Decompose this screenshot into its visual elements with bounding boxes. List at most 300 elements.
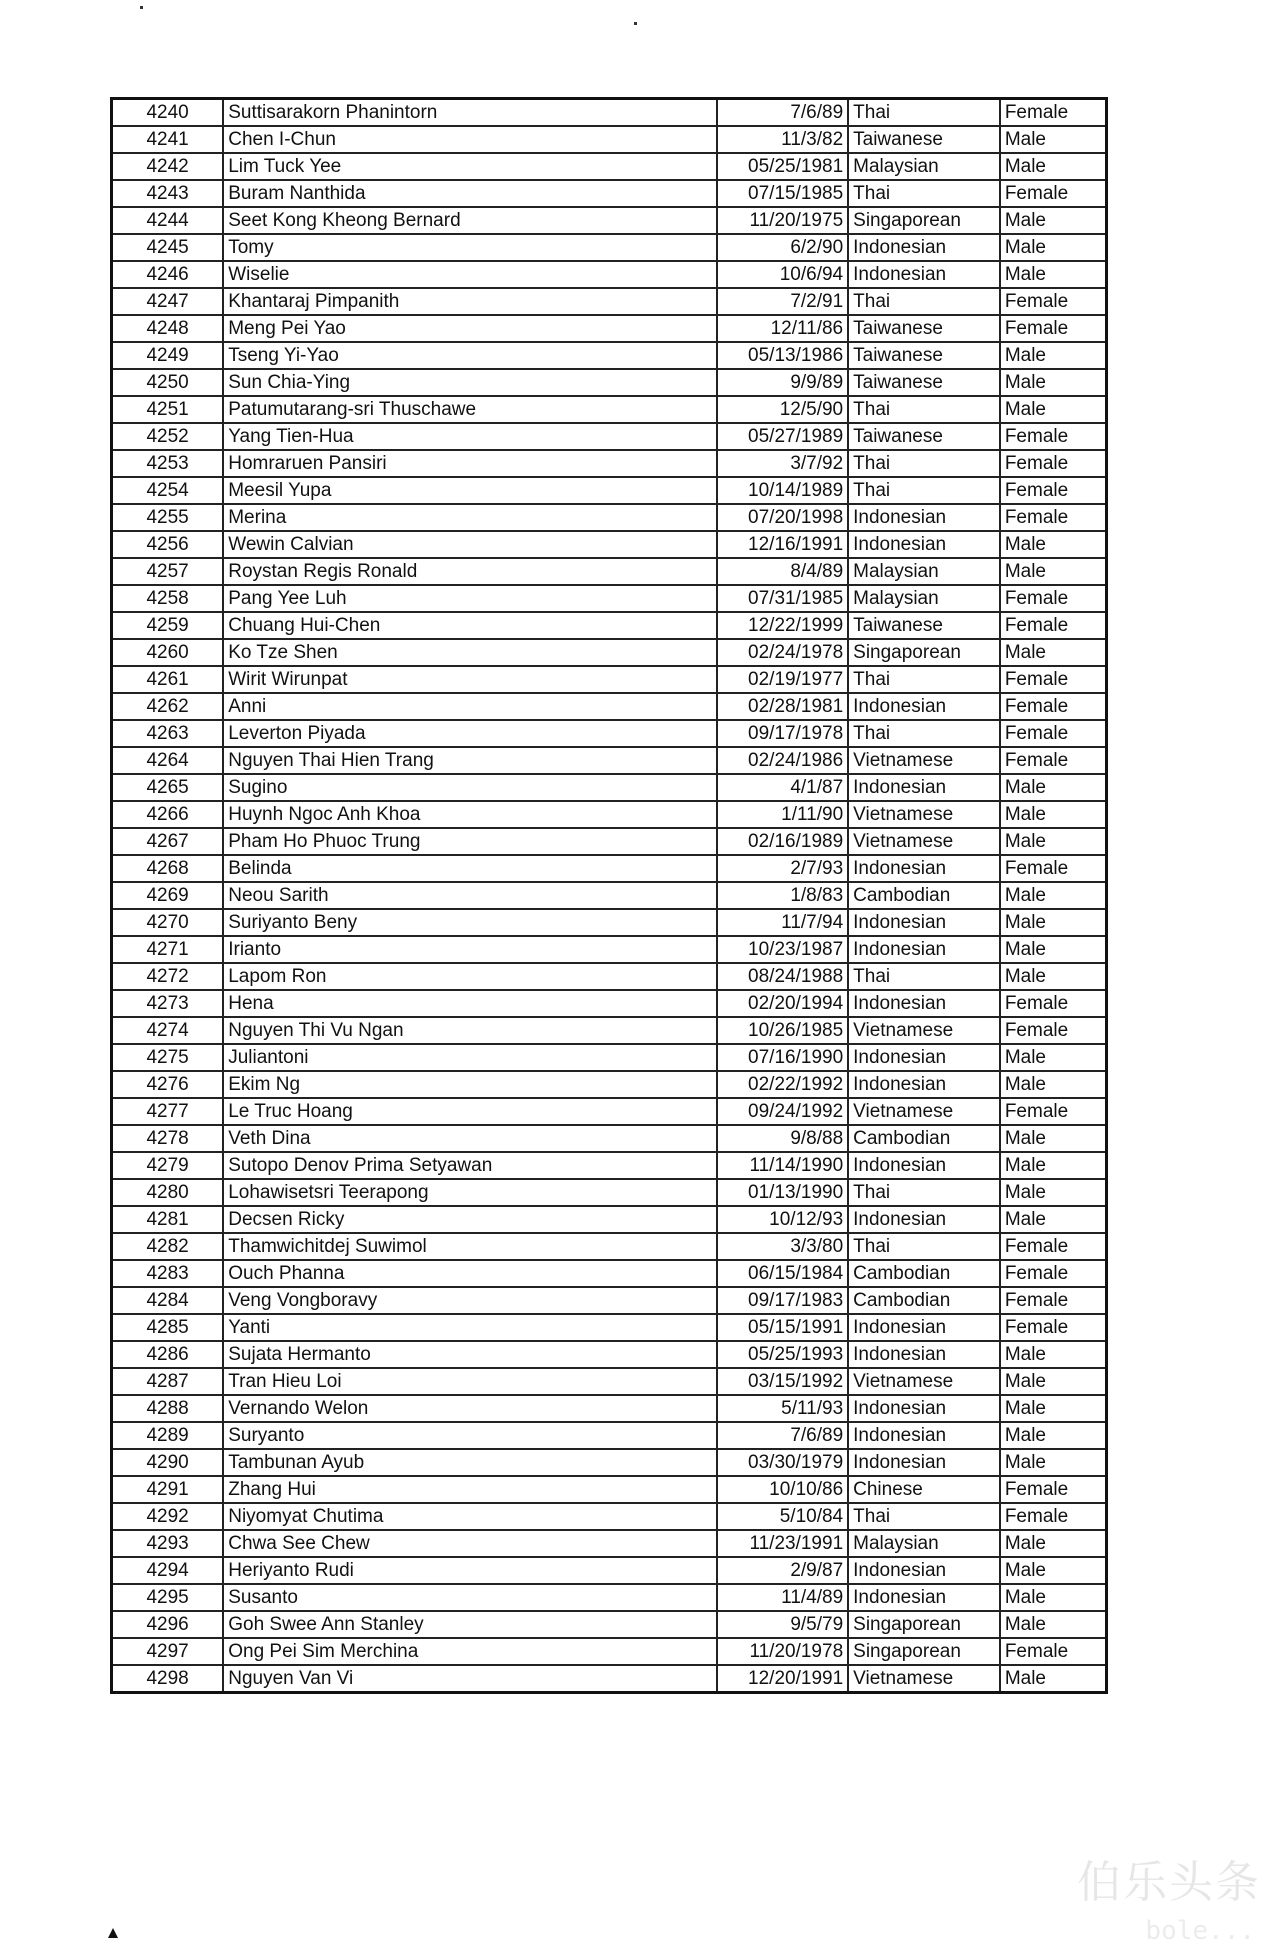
table-row: [112, 342, 1107, 369]
gender-cell: Male: [1000, 1206, 1107, 1233]
name-cell: Lim Tuck Yee: [223, 153, 716, 180]
name-cell: Heriyanto Rudi: [223, 1557, 716, 1584]
name-cell: Chwa See Chew: [223, 1530, 716, 1557]
id-cell: 4258: [112, 585, 224, 612]
gender-cell: Male: [1000, 909, 1107, 936]
birthdate-cell: 12/22/1999: [717, 612, 848, 639]
nationality-cell: Indonesian: [848, 1152, 1000, 1179]
birthdate-cell: 07/16/1990: [717, 1044, 848, 1071]
table-row: [112, 126, 1107, 153]
nationality-cell: Vietnamese: [848, 1368, 1000, 1395]
birthdate-cell: 09/17/1983: [717, 1287, 848, 1314]
table-row: [112, 1152, 1107, 1179]
gender-cell: Female: [1000, 315, 1107, 342]
id-cell: 4250: [112, 369, 224, 396]
gender-cell: Male: [1000, 936, 1107, 963]
gender-cell: Male: [1000, 1449, 1107, 1476]
gender-cell: Male: [1000, 396, 1107, 423]
table-row: [112, 585, 1107, 612]
name-cell: Le Truc Hoang: [223, 1098, 716, 1125]
gender-cell: Male: [1000, 1341, 1107, 1368]
gender-cell: Female: [1000, 1503, 1107, 1530]
table-row: [112, 747, 1107, 774]
nationality-cell: Taiwanese: [848, 423, 1000, 450]
nationality-cell: Singaporean: [848, 639, 1000, 666]
name-cell: Yanti: [223, 1314, 716, 1341]
name-cell: Nguyen Thi Vu Ngan: [223, 1017, 716, 1044]
id-cell: 4282: [112, 1233, 224, 1260]
name-cell: Meesil Yupa: [223, 477, 716, 504]
nationality-cell: Indonesian: [848, 1341, 1000, 1368]
gender-cell: Female: [1000, 1476, 1107, 1503]
table-row: [112, 666, 1107, 693]
nationality-cell: Singaporean: [848, 1611, 1000, 1638]
birthdate-cell: 9/8/88: [717, 1125, 848, 1152]
id-cell: 4268: [112, 855, 224, 882]
name-cell: Susanto: [223, 1584, 716, 1611]
name-cell: Veth Dina: [223, 1125, 716, 1152]
nationality-cell: Indonesian: [848, 1449, 1000, 1476]
name-cell: Patumutarang-sri Thuschawe: [223, 396, 716, 423]
table-row: [112, 207, 1107, 234]
table-row: [112, 180, 1107, 207]
nationality-cell: Thai: [848, 477, 1000, 504]
gender-cell: Female: [1000, 99, 1107, 127]
nationality-cell: Malaysian: [848, 585, 1000, 612]
nationality-cell: Malaysian: [848, 153, 1000, 180]
table-row: [112, 1071, 1107, 1098]
nationality-cell: Vietnamese: [848, 828, 1000, 855]
watermark-subtext: bole...: [1145, 1916, 1255, 1946]
id-cell: 4276: [112, 1071, 224, 1098]
birthdate-cell: 02/24/1978: [717, 639, 848, 666]
nationality-cell: Thai: [848, 1179, 1000, 1206]
birthdate-cell: 9/5/79: [717, 1611, 848, 1638]
table-row: [112, 1584, 1107, 1611]
id-cell: 4279: [112, 1152, 224, 1179]
gender-cell: Male: [1000, 1611, 1107, 1638]
table-row: [112, 1557, 1107, 1584]
nationality-cell: Vietnamese: [848, 1665, 1000, 1693]
gender-cell: Male: [1000, 207, 1107, 234]
birthdate-cell: 05/13/1986: [717, 342, 848, 369]
gender-cell: Female: [1000, 585, 1107, 612]
name-cell: Khantaraj Pimpanith: [223, 288, 716, 315]
gender-cell: Male: [1000, 1044, 1107, 1071]
id-cell: 4260: [112, 639, 224, 666]
nationality-cell: Vietnamese: [848, 747, 1000, 774]
id-cell: 4288: [112, 1395, 224, 1422]
id-cell: 4278: [112, 1125, 224, 1152]
gender-cell: Male: [1000, 1152, 1107, 1179]
birthdate-cell: 07/31/1985: [717, 585, 848, 612]
birthdate-cell: 7/2/91: [717, 288, 848, 315]
birthdate-cell: 10/10/86: [717, 1476, 848, 1503]
name-cell: Tambunan Ayub: [223, 1449, 716, 1476]
roster-table-body: [112, 99, 1107, 1693]
birthdate-cell: 06/15/1984: [717, 1260, 848, 1287]
nationality-cell: Indonesian: [848, 1395, 1000, 1422]
nationality-cell: Cambodian: [848, 1125, 1000, 1152]
nationality-cell: Indonesian: [848, 936, 1000, 963]
birthdate-cell: 07/15/1985: [717, 180, 848, 207]
id-cell: 4285: [112, 1314, 224, 1341]
birthdate-cell: 10/6/94: [717, 261, 848, 288]
name-cell: Belinda: [223, 855, 716, 882]
birthdate-cell: 11/20/1975: [717, 207, 848, 234]
name-cell: Zhang Hui: [223, 1476, 716, 1503]
table-row: [112, 774, 1107, 801]
birthdate-cell: 4/1/87: [717, 774, 848, 801]
gender-cell: Female: [1000, 612, 1107, 639]
birthdate-cell: 12/11/86: [717, 315, 848, 342]
table-row: [112, 261, 1107, 288]
birthdate-cell: 5/10/84: [717, 1503, 848, 1530]
name-cell: Merina: [223, 504, 716, 531]
name-cell: Ekim Ng: [223, 1071, 716, 1098]
birthdate-cell: 03/30/1979: [717, 1449, 848, 1476]
nationality-cell: Indonesian: [848, 1557, 1000, 1584]
id-cell: 4266: [112, 801, 224, 828]
birthdate-cell: 9/9/89: [717, 369, 848, 396]
gender-cell: Male: [1000, 1530, 1107, 1557]
name-cell: Chen I-Chun: [223, 126, 716, 153]
gender-cell: Male: [1000, 882, 1107, 909]
birthdate-cell: 1/11/90: [717, 801, 848, 828]
table-row: [112, 1395, 1107, 1422]
name-cell: Sujata Hermanto: [223, 1341, 716, 1368]
name-cell: Pham Ho Phuoc Trung: [223, 828, 716, 855]
name-cell: Sugino: [223, 774, 716, 801]
name-cell: Neou Sarith: [223, 882, 716, 909]
id-cell: 4252: [112, 423, 224, 450]
gender-cell: Female: [1000, 423, 1107, 450]
id-cell: 4273: [112, 990, 224, 1017]
id-cell: 4261: [112, 666, 224, 693]
id-cell: 4244: [112, 207, 224, 234]
roster-table: [110, 97, 1108, 1694]
name-cell: Suriyanto Beny: [223, 909, 716, 936]
id-cell: 4298: [112, 1665, 224, 1693]
nationality-cell: Indonesian: [848, 1044, 1000, 1071]
table-row: [112, 558, 1107, 585]
gender-cell: Female: [1000, 990, 1107, 1017]
nationality-cell: Indonesian: [848, 693, 1000, 720]
birthdate-cell: 05/15/1991: [717, 1314, 848, 1341]
birthdate-cell: 10/14/1989: [717, 477, 848, 504]
birthdate-cell: 10/26/1985: [717, 1017, 848, 1044]
gender-cell: Female: [1000, 666, 1107, 693]
nationality-cell: Cambodian: [848, 1287, 1000, 1314]
table-row: [112, 288, 1107, 315]
gender-cell: Male: [1000, 558, 1107, 585]
nationality-cell: Cambodian: [848, 882, 1000, 909]
gender-cell: Female: [1000, 855, 1107, 882]
name-cell: Lapom Ron: [223, 963, 716, 990]
nationality-cell: Taiwanese: [848, 342, 1000, 369]
name-cell: Anni: [223, 693, 716, 720]
name-cell: Nguyen Thai Hien Trang: [223, 747, 716, 774]
nationality-cell: Vietnamese: [848, 1098, 1000, 1125]
id-cell: 4269: [112, 882, 224, 909]
nationality-cell: Singaporean: [848, 207, 1000, 234]
id-cell: 4289: [112, 1422, 224, 1449]
id-cell: 4264: [112, 747, 224, 774]
nationality-cell: Thai: [848, 1503, 1000, 1530]
id-cell: 4270: [112, 909, 224, 936]
name-cell: Wirit Wirunpat: [223, 666, 716, 693]
gender-cell: Male: [1000, 369, 1107, 396]
table-row: [112, 639, 1107, 666]
gender-cell: Female: [1000, 1233, 1107, 1260]
table-row: [112, 531, 1107, 558]
birthdate-cell: 8/4/89: [717, 558, 848, 585]
gender-cell: Female: [1000, 1314, 1107, 1341]
birthdate-cell: 05/25/1981: [717, 153, 848, 180]
birthdate-cell: 07/20/1998: [717, 504, 848, 531]
nationality-cell: Malaysian: [848, 1530, 1000, 1557]
name-cell: Suttisarakorn Phanintorn: [223, 99, 716, 127]
name-cell: Buram Nanthida: [223, 180, 716, 207]
gender-cell: Female: [1000, 1260, 1107, 1287]
birthdate-cell: 09/24/1992: [717, 1098, 848, 1125]
nationality-cell: Thai: [848, 666, 1000, 693]
gender-cell: Male: [1000, 153, 1107, 180]
id-cell: 4272: [112, 963, 224, 990]
birthdate-cell: 05/25/1993: [717, 1341, 848, 1368]
table-row: [112, 936, 1107, 963]
nationality-cell: Indonesian: [848, 774, 1000, 801]
name-cell: Pang Yee Luh: [223, 585, 716, 612]
nationality-cell: Indonesian: [848, 1206, 1000, 1233]
gender-cell: Male: [1000, 1368, 1107, 1395]
id-cell: 4249: [112, 342, 224, 369]
table-row: [112, 882, 1107, 909]
name-cell: Meng Pei Yao: [223, 315, 716, 342]
table-row: [112, 612, 1107, 639]
birthdate-cell: 2/9/87: [717, 1557, 848, 1584]
name-cell: Huynh Ngoc Anh Khoa: [223, 801, 716, 828]
id-cell: 4267: [112, 828, 224, 855]
scan-mark: [108, 1928, 118, 1938]
gender-cell: Female: [1000, 477, 1107, 504]
gender-cell: Male: [1000, 1125, 1107, 1152]
id-cell: 4259: [112, 612, 224, 639]
table-row: [112, 1611, 1107, 1638]
nationality-cell: Taiwanese: [848, 369, 1000, 396]
birthdate-cell: 7/6/89: [717, 1422, 848, 1449]
id-cell: 4295: [112, 1584, 224, 1611]
gender-cell: Male: [1000, 126, 1107, 153]
id-cell: 4242: [112, 153, 224, 180]
table-row: [112, 477, 1107, 504]
name-cell: Niyomyat Chutima: [223, 1503, 716, 1530]
birthdate-cell: 02/19/1977: [717, 666, 848, 693]
gender-cell: Male: [1000, 1557, 1107, 1584]
table-row: [112, 693, 1107, 720]
table-row: [112, 1368, 1107, 1395]
gender-cell: Female: [1000, 504, 1107, 531]
table-row: [112, 234, 1107, 261]
id-cell: 4248: [112, 315, 224, 342]
id-cell: 4265: [112, 774, 224, 801]
gender-cell: Male: [1000, 531, 1107, 558]
table-row: [112, 1341, 1107, 1368]
id-cell: 4263: [112, 720, 224, 747]
name-cell: Ong Pei Sim Merchina: [223, 1638, 716, 1665]
gender-cell: Male: [1000, 1179, 1107, 1206]
id-cell: 4274: [112, 1017, 224, 1044]
id-cell: 4262: [112, 693, 224, 720]
name-cell: Homraruen Pansiri: [223, 450, 716, 477]
nationality-cell: Thai: [848, 1233, 1000, 1260]
gender-cell: Male: [1000, 261, 1107, 288]
id-cell: 4296: [112, 1611, 224, 1638]
nationality-cell: Malaysian: [848, 558, 1000, 585]
nationality-cell: Vietnamese: [848, 801, 1000, 828]
table-row: [112, 990, 1107, 1017]
nationality-cell: Chinese: [848, 1476, 1000, 1503]
gender-cell: Male: [1000, 801, 1107, 828]
name-cell: Tomy: [223, 234, 716, 261]
scan-speck: [140, 6, 143, 9]
birthdate-cell: 08/24/1988: [717, 963, 848, 990]
nationality-cell: Indonesian: [848, 1584, 1000, 1611]
id-cell: 4257: [112, 558, 224, 585]
table-row: [112, 315, 1107, 342]
gender-cell: Male: [1000, 1395, 1107, 1422]
gender-cell: Male: [1000, 639, 1107, 666]
table-row: [112, 1233, 1107, 1260]
table-row: [112, 801, 1107, 828]
birthdate-cell: 2/7/93: [717, 855, 848, 882]
id-cell: 4253: [112, 450, 224, 477]
id-cell: 4284: [112, 1287, 224, 1314]
table-row: [112, 855, 1107, 882]
table-row: [112, 1530, 1107, 1557]
nationality-cell: Taiwanese: [848, 126, 1000, 153]
name-cell: Decsen Ricky: [223, 1206, 716, 1233]
id-cell: 4275: [112, 1044, 224, 1071]
id-cell: 4293: [112, 1530, 224, 1557]
gender-cell: Male: [1000, 1665, 1107, 1693]
birthdate-cell: 02/16/1989: [717, 828, 848, 855]
nationality-cell: Thai: [848, 180, 1000, 207]
id-cell: 4292: [112, 1503, 224, 1530]
gender-cell: Male: [1000, 234, 1107, 261]
name-cell: Hena: [223, 990, 716, 1017]
nationality-cell: Indonesian: [848, 855, 1000, 882]
name-cell: Seet Kong Kheong Bernard: [223, 207, 716, 234]
birthdate-cell: 02/24/1986: [717, 747, 848, 774]
nationality-cell: Indonesian: [848, 504, 1000, 531]
table-row: [112, 1638, 1107, 1665]
name-cell: Yang Tien-Hua: [223, 423, 716, 450]
table-row: [112, 153, 1107, 180]
table-row: [112, 1017, 1107, 1044]
birthdate-cell: 10/12/93: [717, 1206, 848, 1233]
id-cell: 4271: [112, 936, 224, 963]
id-cell: 4240: [112, 99, 224, 127]
nationality-cell: Indonesian: [848, 909, 1000, 936]
table-row: [112, 1098, 1107, 1125]
birthdate-cell: 02/22/1992: [717, 1071, 848, 1098]
birthdate-cell: 7/6/89: [717, 99, 848, 127]
table-row: [112, 1179, 1107, 1206]
nationality-cell: Thai: [848, 963, 1000, 990]
id-cell: 4256: [112, 531, 224, 558]
id-cell: 4241: [112, 126, 224, 153]
name-cell: Nguyen Van Vi: [223, 1665, 716, 1693]
id-cell: 4247: [112, 288, 224, 315]
gender-cell: Female: [1000, 747, 1107, 774]
id-cell: 4287: [112, 1368, 224, 1395]
table-row: [112, 909, 1107, 936]
gender-cell: Female: [1000, 1287, 1107, 1314]
nationality-cell: Cambodian: [848, 1260, 1000, 1287]
name-cell: Sun Chia-Ying: [223, 369, 716, 396]
scan-speck: [634, 22, 637, 25]
id-cell: 4254: [112, 477, 224, 504]
name-cell: Roystan Regis Ronald: [223, 558, 716, 585]
id-cell: 4286: [112, 1341, 224, 1368]
table-row: [112, 1125, 1107, 1152]
id-cell: 4290: [112, 1449, 224, 1476]
name-cell: Vernando Welon: [223, 1395, 716, 1422]
id-cell: 4280: [112, 1179, 224, 1206]
birthdate-cell: 12/20/1991: [717, 1665, 848, 1693]
birthdate-cell: 11/4/89: [717, 1584, 848, 1611]
gender-cell: Male: [1000, 342, 1107, 369]
birthdate-cell: 10/23/1987: [717, 936, 848, 963]
table-row: [112, 1314, 1107, 1341]
birthdate-cell: 01/13/1990: [717, 1179, 848, 1206]
nationality-cell: Singaporean: [848, 1638, 1000, 1665]
birthdate-cell: 02/28/1981: [717, 693, 848, 720]
birthdate-cell: 6/2/90: [717, 234, 848, 261]
table-row: [112, 99, 1107, 127]
id-cell: 4291: [112, 1476, 224, 1503]
birthdate-cell: 1/8/83: [717, 882, 848, 909]
name-cell: Thamwichitdej Suwimol: [223, 1233, 716, 1260]
table-row: [112, 450, 1107, 477]
id-cell: 4294: [112, 1557, 224, 1584]
gender-cell: Male: [1000, 963, 1107, 990]
gender-cell: Female: [1000, 1638, 1107, 1665]
nationality-cell: Thai: [848, 99, 1000, 127]
id-cell: 4245: [112, 234, 224, 261]
nationality-cell: Thai: [848, 720, 1000, 747]
nationality-cell: Thai: [848, 396, 1000, 423]
table-row: [112, 1260, 1107, 1287]
name-cell: Chuang Hui-Chen: [223, 612, 716, 639]
name-cell: Tran Hieu Loi: [223, 1368, 716, 1395]
nationality-cell: Indonesian: [848, 1314, 1000, 1341]
id-cell: 4243: [112, 180, 224, 207]
birthdate-cell: 11/20/1978: [717, 1638, 848, 1665]
name-cell: Ouch Phanna: [223, 1260, 716, 1287]
gender-cell: Female: [1000, 450, 1107, 477]
table-row: [112, 1044, 1107, 1071]
gender-cell: Female: [1000, 180, 1107, 207]
table-row: [112, 369, 1107, 396]
gender-cell: Female: [1000, 1098, 1107, 1125]
name-cell: Wiselie: [223, 261, 716, 288]
gender-cell: Male: [1000, 828, 1107, 855]
nationality-cell: Vietnamese: [848, 1017, 1000, 1044]
birthdate-cell: 11/23/1991: [717, 1530, 848, 1557]
birthdate-cell: 3/7/92: [717, 450, 848, 477]
